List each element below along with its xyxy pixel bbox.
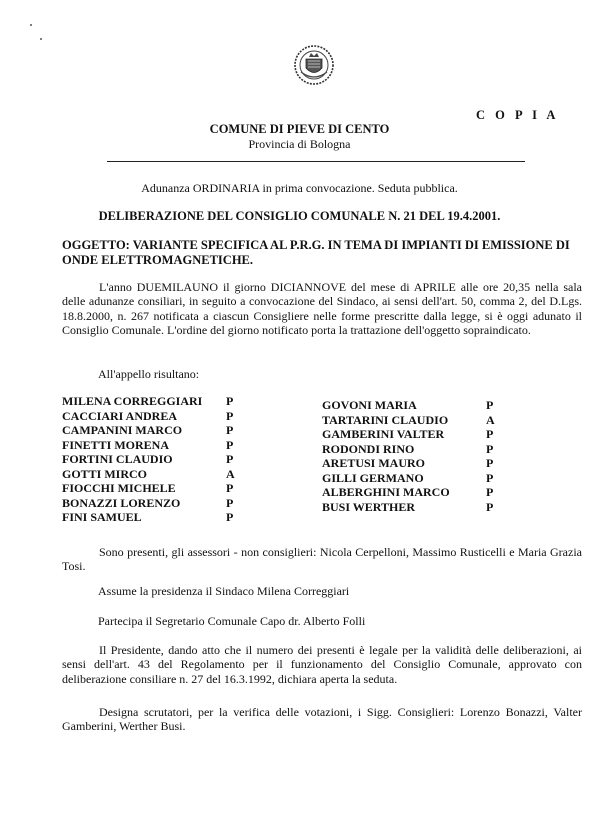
councillor-row bbox=[62, 438, 246, 453]
attendance-status: P bbox=[226, 423, 234, 437]
councillor-name: ALBERGHINI MARCO bbox=[322, 485, 450, 499]
attendance-status: A bbox=[486, 412, 495, 427]
attendance-status: P bbox=[226, 510, 234, 524]
councillor-row bbox=[322, 485, 506, 500]
copia-stamp: C O P I A bbox=[476, 108, 559, 122]
councillor-name: ARETUSI MAURO bbox=[322, 456, 426, 470]
attendance-status: P bbox=[486, 427, 494, 441]
attendance-status: P bbox=[226, 408, 234, 423]
subject-heading: OGGETTO: VARIANTE SPECIFICA AL P.R.G. IN TEMA DI IMPIANTI DI EMISSIONE DI ONDE ELETTROMAGNETICHE. bbox=[62, 238, 570, 267]
councillor-row bbox=[62, 481, 246, 496]
province-subtitle: Provincia di Bologna bbox=[248, 137, 351, 151]
attendance-status: A bbox=[226, 466, 235, 481]
councillor-row bbox=[62, 510, 246, 525]
councillor-name: BUSI WERTHER bbox=[322, 499, 416, 514]
councillor-row bbox=[322, 413, 506, 428]
councillor-name: FIOCCHI MICHELE bbox=[62, 481, 176, 495]
attendance-status: P bbox=[226, 481, 234, 495]
attendance-status: P bbox=[226, 452, 234, 466]
councillors-right-column bbox=[322, 398, 506, 514]
roll-call-label: All'appello risultano: bbox=[98, 367, 200, 381]
attendance-status: P bbox=[226, 495, 234, 510]
attendance-status: P bbox=[486, 398, 494, 412]
councillor-row bbox=[322, 427, 506, 442]
municipality-title: COMUNE DI PIEVE DI CENTO bbox=[209, 122, 390, 136]
councillor-row bbox=[62, 423, 246, 438]
attendance-status: P bbox=[486, 470, 494, 485]
attendance-status: P bbox=[226, 437, 234, 452]
scrutineers-paragraph: Designa scrutatori, per la verifica delle votazioni, i Sigg. Consiglieri: Lorenzo Bonazzi, Valter Gamberini, Werther Busi. bbox=[62, 705, 582, 734]
councillor-row bbox=[322, 398, 506, 413]
councillor-name: FORTINI CLAUDIO bbox=[62, 452, 173, 466]
councillor-name: TARTARINI CLAUDIO bbox=[322, 412, 449, 427]
councillors-left-column bbox=[62, 394, 246, 525]
header-divider bbox=[107, 161, 525, 162]
councillor-row bbox=[322, 500, 506, 515]
attendance-status: P bbox=[486, 499, 494, 514]
councillor-name: CACCIARI ANDREA bbox=[62, 408, 178, 423]
presidency-line: Assume la presidenza il Sindaco Milena Correggiari bbox=[98, 584, 350, 598]
councillor-row bbox=[62, 452, 246, 467]
session-type: Adunanza ORDINARIA in prima convocazione. Seduta pubblica. bbox=[141, 181, 458, 195]
assessori-paragraph: Sono presenti, gli assessori - non consiglieri: Nicola Cerpelloni, Massimo Rusticelli e Maria Grazia Tosi. bbox=[62, 545, 582, 574]
councillor-row bbox=[322, 442, 506, 457]
intro-paragraph: L'anno DUEMILAUNO il giorno DICIANNOVE del mese di APRILE alle ore 20,35 nella sala delle adunanze consiliari, in seguito a convocazione del Sindaco, ai sensi dell'art. 50, comma 2, del D.Lgs. 18.8.2000, n. 267 notificata a ciascun Consigliere nelle forme prescritte dalla legge, si è oggi adunato il Consiglio Comunale. L'ordine del giorno notificato porta la trattazione dell'oggetto sopraindicato. bbox=[62, 280, 582, 337]
councillor-name: GAMBERINI VALTER bbox=[322, 427, 445, 441]
coat-of-arms-seal-icon bbox=[293, 44, 335, 86]
councillor-name: BONAZZI LORENZO bbox=[62, 495, 181, 510]
councillor-name: GOTTI MIRCO bbox=[62, 466, 148, 481]
attendance-status: P bbox=[486, 456, 494, 470]
councillor-row bbox=[322, 471, 506, 486]
councillor-name: FINETTI MORENA bbox=[62, 437, 170, 452]
scan-speck bbox=[30, 24, 32, 26]
councillor-name: RODONDI RINO bbox=[322, 441, 415, 456]
councillor-row bbox=[62, 496, 246, 511]
president-paragraph: Il Presidente, dando atto che il numero dei presenti è legale per la validità delle deliberazioni, ai sensi dell'art. 43 del Regolamento per il funzionamento del Consiglio Comunale, approvato con deliberazione consiliare n. 27 del 16.3.1992, dichiara aperta la seduta. bbox=[62, 643, 582, 686]
attendance-status: P bbox=[226, 394, 234, 408]
councillor-name: GILLI GERMANO bbox=[322, 470, 424, 485]
councillor-row bbox=[62, 409, 246, 424]
attendance-status: P bbox=[486, 485, 494, 499]
councillor-name: CAMPANINI MARCO bbox=[62, 423, 183, 437]
councillor-name: GOVONI MARIA bbox=[322, 398, 417, 412]
scan-speck bbox=[40, 38, 42, 40]
councillor-row bbox=[62, 467, 246, 482]
deliberation-title: DELIBERAZIONE DEL CONSIGLIO COMUNALE N. 21 DEL 19.4.2001. bbox=[98, 209, 501, 223]
secretary-line: Partecipa il Segretario Comunale Capo dr. Alberto Folli bbox=[98, 614, 366, 628]
councillor-row bbox=[62, 394, 246, 409]
councillor-name: FINI SAMUEL bbox=[62, 510, 142, 524]
councillor-row bbox=[322, 456, 506, 471]
attendance-status: P bbox=[486, 441, 494, 456]
councillor-name: MILENA CORREGGIARI bbox=[62, 394, 203, 408]
